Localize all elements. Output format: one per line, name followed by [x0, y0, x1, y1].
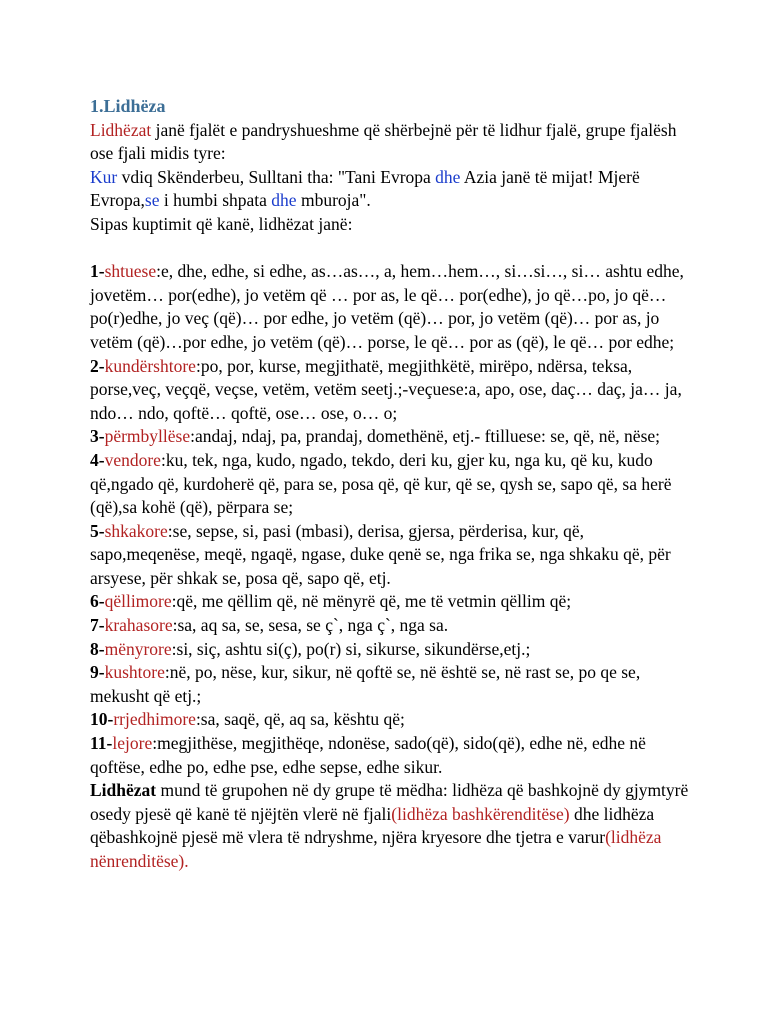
list-item — [90, 520, 690, 591]
item-number: 5- — [90, 520, 105, 541]
intro-term: Lidhëzat — [90, 119, 152, 140]
conclusion-term: Lidhëzat — [90, 780, 157, 801]
item-number: 7- — [90, 615, 105, 636]
item-examples: :andaj, ndaj, pa, prandaj, domethënë, etj.- ftilluese: se, që, në, nëse; — [190, 426, 661, 447]
blank-line — [90, 237, 690, 261]
document-body — [90, 95, 690, 874]
example-text-1: vdiq Skënderbeu, Sulltani tha: "Tani Evropa — [117, 166, 436, 187]
item-examples: :si, siç, ashtu si(ç), po(r) si, sikurse, sikundërse,etj.; — [171, 638, 531, 659]
item-type-name: krahasore — [104, 615, 173, 636]
item-examples: :në, po, nëse, kur, sikur, në qoftë se, në është se, në rast se, po qe se, mekusht që etj.; — [90, 662, 641, 706]
list-item — [90, 260, 690, 354]
item-type-name: rrjedhimore — [113, 709, 196, 730]
item-number: 4- — [90, 449, 105, 470]
example-conj-2: dhe — [435, 166, 461, 187]
example-text-2: Azia janë të mijat! Mjerë Evropa, — [90, 166, 640, 211]
list-item — [90, 708, 690, 732]
item-type-name: mënyrore — [104, 638, 172, 659]
item-examples: :po, por, kurse, megjithatë, megjithkëtë, mirëpo, ndërsa, teksa, porse,veç, veçqë, veçse, vetëm, vetëm seetj.;-veçuese:a, apo, ose, daç… daç, ja… ja, ndo… ndo, qoftë… qoftë, ose… ose, o… o; — [90, 355, 682, 423]
item-examples: :e, dhe, edhe, si edhe, as…as…, a, hem…hem…, si…si…, si… ashtu edhe, jovetëm… por(edhe), jo vetëm që … por as, le që… por(edhe), jo që…po, jo që… po(r)edhe, jo veç (që)… por edhe, jo vetëm (që)… por, jo vetëm (që)… por as, jo vetëm (që)…por edhe, jo vetëm (që)… porse, le që… por as (që), le që… por edhe; — [90, 261, 684, 352]
list-item — [90, 355, 690, 426]
item-type-name: qëllimore — [104, 591, 172, 612]
item-examples: :megjithëse, megjithëqe, ndonëse, sado(që), sido(që), edhe në, edhe në qoftëse, edhe po, edhe pse, edhe sepse, edhe sikur. — [90, 733, 646, 777]
item-type-name: shtuese — [104, 261, 157, 282]
example-conj-1: Kur — [90, 166, 118, 187]
item-type-name: vendore — [104, 449, 161, 470]
item-examples: :ku, tek, nga, kudo, ngado, tekdo, deri ku, gjer ku, nga ku, që ku, kudo që,ngado që, kurdoherë që, para se, posa që, që kur, që se, qysh se, sapo që, sa herë (që),sa kohë (që), përpara se; — [90, 449, 672, 518]
subordinating-label: (lidhëza nënrenditëse). — [90, 827, 662, 871]
item-number: 9- — [90, 662, 105, 683]
list-item — [90, 638, 690, 662]
item-type-name: përmbyllëse — [104, 426, 191, 447]
item-type-name: kundërshtore — [104, 355, 196, 376]
item-type-name: kushtore — [104, 662, 165, 683]
list-item — [90, 661, 690, 708]
list-item — [90, 425, 690, 449]
item-examples: :se, sepse, si, pasi (mbasi), derisa, gjersa, përderisa, kur, që, sapo,meqenëse, meqë, ngaqë, ngase, duke qenë se, nga frika se, nga shkaku që, për arsyese, për shkak se, posa që, sapo që, etj. — [90, 520, 671, 588]
example-text-4: mburoja". — [296, 190, 371, 211]
list-item — [90, 614, 690, 638]
item-number: 1- — [90, 261, 105, 282]
intro-definition: janë fjalët e pandryshueshme që shërbejnë për të lidhur fjalë, grupe fjalësh ose fjali midis tyre: — [90, 119, 677, 164]
example-conj-3: se — [144, 190, 160, 211]
coordinating-label: (lidhëza bashkërenditëse) — [391, 803, 570, 824]
item-number: 2- — [90, 355, 105, 376]
list-item — [90, 449, 690, 520]
item-number: 3- — [90, 426, 105, 447]
example-conj-4: dhe — [271, 190, 297, 211]
item-type-name: shkakore — [104, 520, 168, 541]
item-number: 10- — [90, 709, 114, 730]
conjunction-types-list — [90, 260, 690, 779]
intro-paragraph — [90, 119, 690, 166]
list-item — [90, 590, 690, 614]
section-heading: 1.Lidhëza — [90, 96, 166, 116]
conclusion-paragraph — [90, 779, 690, 873]
item-number: 6- — [90, 591, 105, 612]
conclusion-text-1: mund të grupohen në dy grupe të mëdha: lidhëza që bashkojnë dy gjymtyrë osedy pjesë që kanë të njëjtën vlerë në fjali — [90, 780, 689, 824]
item-number: 11- — [90, 733, 113, 754]
item-type-name: lejore — [112, 733, 153, 754]
by-meaning-line: Sipas kuptimit që kanë, lidhëzat janë: — [90, 213, 353, 234]
example-text-3: i humbi shpata — [159, 190, 272, 211]
conclusion-text-2: dhe lidhëza qëbashkojnë pjesë më vlera të ndryshme, njëra kryesore dhe tjetra e varur — [90, 803, 655, 848]
list-item — [90, 732, 690, 779]
item-examples: :sa, aq sa, se, sesa, se ç`, nga ç`, nga sa. — [172, 615, 449, 636]
example-sentence — [90, 166, 690, 213]
item-examples: :sa, saqë, që, aq sa, kështu që; — [195, 709, 405, 730]
item-number: 8- — [90, 638, 105, 659]
item-examples: :që, me qëllim që, në mënyrë që, me të vetmin qëllim që; — [171, 591, 572, 612]
